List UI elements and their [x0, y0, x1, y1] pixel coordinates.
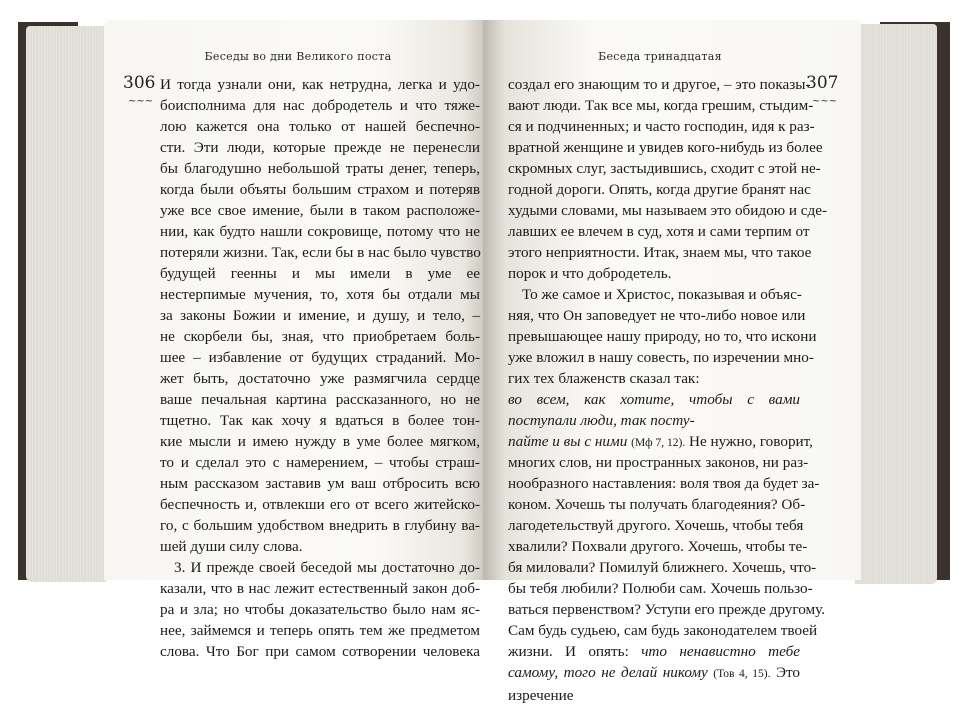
running-head-right: Беседа тринадцатая	[598, 50, 722, 63]
text-line: ся и подчиненных; и часто господин, идя к раз-	[508, 118, 815, 135]
text-line: нее, займемся и теперь опять тем же предметом	[160, 622, 480, 639]
text-line	[508, 641, 800, 706]
text-line: казали, что в нас лежит естественный закон доб-	[160, 580, 480, 597]
text-line: 3. И прежде своей беседой мы достаточно до-	[174, 559, 480, 576]
text-line: создал его знающим то и другое, – это показы-	[508, 76, 811, 93]
text-line: нообразного наставления: воля твоя да будет за-	[508, 475, 820, 492]
text-line: бы благодушно небольшой траты денег, теперь,	[160, 160, 480, 177]
text-line	[508, 368, 800, 389]
text-line: не скорбели бы, зная, что приобретаем боль-	[160, 328, 480, 345]
page-number-right: 307	[806, 73, 839, 93]
text-line: скромных слуг, застыдившись, сходит с этой не-	[508, 160, 821, 177]
text-segment: жизни. И опять:	[508, 643, 629, 660]
text-line: коном. Хочешь ты получать благодеяния? Об-	[508, 496, 806, 513]
text-line: И тогда узнали они, как нетрудна, легка и удо-	[160, 76, 480, 93]
quote-tobit: что ненавистно тебе самому, того не делай никому	[508, 643, 801, 681]
text-line: слова. Что Бог при самом сотворении человека	[160, 643, 480, 660]
quote-matthew-part2: пайте и вы с ними	[508, 433, 628, 450]
text-line: хвалили? Похвали другого. Хочешь, чтобы те-	[508, 538, 808, 555]
text-segment: Это изречение	[508, 664, 801, 704]
running-head-left: Беседы во дни Великого поста	[204, 50, 392, 63]
scripture-reference: (Тов 4, 15).	[713, 668, 771, 680]
text-line: го, с большим удобством внедрить в глубину ва-	[160, 517, 480, 534]
text-line: нии, как будто нашли сокровище, потому что не	[160, 223, 480, 240]
text-line: шее – избавление от будущих страданий. Мо-	[160, 349, 480, 366]
text-line: вают люди. Так все мы, когда грешим, стыдим-	[508, 97, 814, 114]
text-line: то и сделал это с намерением, – чтобы страш-	[160, 454, 480, 471]
text-line: превышающее нашу природу, но то, что искони	[508, 328, 817, 345]
text-line: бя миловали? Помилуй ближнего. Хочешь, что-	[508, 559, 817, 576]
text-line: за законы Божии и имение, и душу, и тело, –	[160, 307, 480, 324]
text-line: будущей геенны и мы имели в уме ее	[160, 265, 480, 282]
text-line: шей души силу слова.	[160, 538, 303, 555]
text-line	[508, 389, 800, 431]
quote-matthew-part1: во всем, как хотите, чтобы с вами поступали люди, так посту-	[508, 391, 800, 429]
text-line: потеряли жизни. Так, если бы в нас было чувство	[160, 244, 481, 261]
page-edges-right	[855, 24, 937, 584]
text-line: няя, что Он заповедует не что-либо новое или	[508, 307, 806, 324]
text-line: беспечность и, отвлекши его от всего житейско-	[160, 496, 480, 513]
text-line: уже вложил в нашу совесть, по изречении мно-	[508, 349, 814, 366]
text-line: вратной женщине и увидев кого-нибудь из более	[508, 139, 823, 156]
text-line: кие мысли и имею нужду в уме более мягком,	[160, 433, 480, 450]
text-line: этого неприятности. Итак, знаем мы, что такое	[508, 244, 812, 261]
text-line: лою кажется она только от нашей беспечно-	[160, 118, 480, 135]
page-number-left: 306	[123, 73, 156, 93]
text-line: порок и что добродетель.	[508, 265, 672, 282]
text-line: годной дороги. Опять, когда другие бранят нас	[508, 181, 811, 198]
text-line	[508, 431, 813, 452]
text-segment: гих тех блаженств сказал так:	[508, 370, 700, 387]
text-line: ным рассказом заставив ум ваш отбросить всю	[160, 475, 480, 492]
scripture-reference: (Мф 7, 12).	[631, 437, 686, 449]
ornament-right-icon: ~~~	[812, 96, 838, 107]
text-line: То же самое и Христос, показывая и объяс-	[522, 286, 802, 303]
text-line: худыми словами, мы называем это обидою и сде-	[508, 202, 828, 219]
page-edges-left	[26, 26, 106, 582]
text-segment: Не нужно, говорит,	[689, 433, 813, 450]
text-line: когда были объяты большим страхом и потеряв	[160, 181, 480, 198]
left-page-text	[160, 74, 480, 662]
ornament-left-icon: ~~~	[128, 96, 154, 107]
text-line: нестерпимые мучения, то, хотя бы отдали мы	[160, 286, 480, 303]
text-line: многих слов, ни пространных законов, ни раз-	[508, 454, 809, 471]
text-line: Сам будь судьею, сам будь законодателем твоей	[508, 622, 818, 639]
text-line: бы тебя любили? Полюби сам. Хочешь пользо-	[508, 580, 813, 597]
text-line: боисполнима для нас добродетель и что тяже-	[160, 97, 480, 114]
text-line: ваше печальная картина рассказанного, но не	[160, 391, 480, 408]
text-line: лагодетельствуй другого. Хочешь, чтобы тебя	[508, 517, 804, 534]
text-line: ваться первенством? Уступи его прежде другому.	[508, 601, 826, 618]
text-line: лавших ее влечем в суд, хотя и сами терпим от	[508, 223, 810, 240]
text-line: уже все свое имение, были в таком расположе-	[160, 202, 480, 219]
text-line: сти. Эти люди, которые прежде не перенесли	[160, 139, 480, 156]
text-line: ра и зла; но чтобы доказательство было нам яс-	[160, 601, 480, 618]
text-line: тщетно. Так как хочу я вдаться в более тон-	[160, 412, 480, 429]
text-line: жет быть, достаточно уже размягчила сердце	[160, 370, 480, 387]
